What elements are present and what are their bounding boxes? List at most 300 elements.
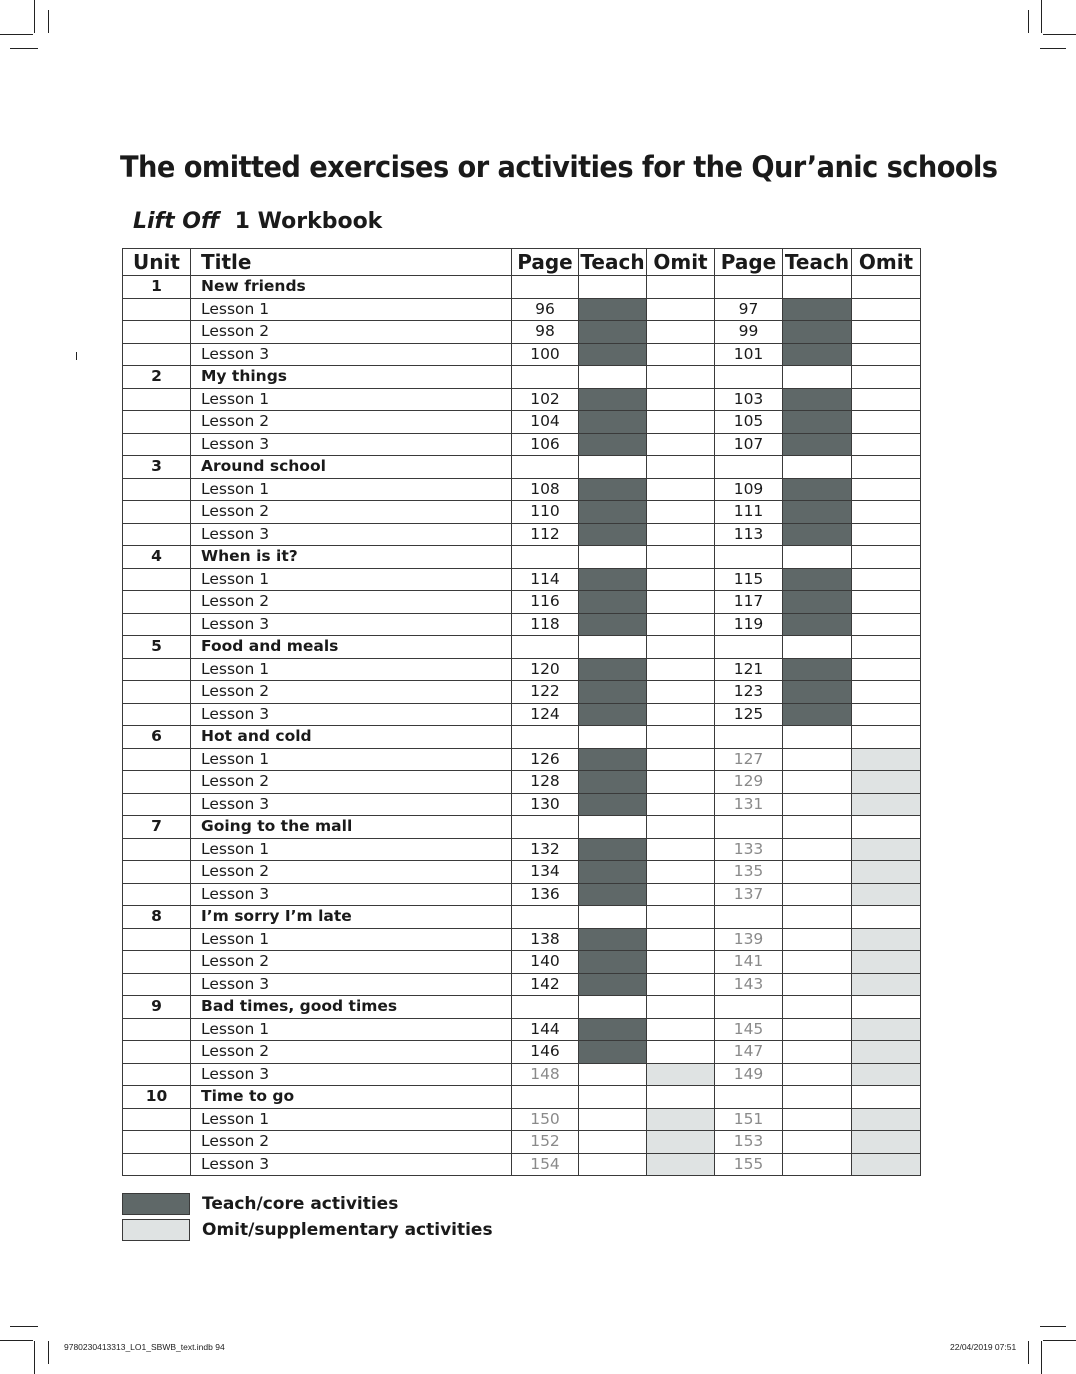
lesson-row bbox=[123, 1131, 921, 1154]
unit-cell bbox=[123, 523, 191, 546]
page-number: 148 bbox=[512, 1063, 579, 1086]
workbook-subtitle bbox=[133, 209, 382, 234]
unit-cell bbox=[123, 433, 191, 456]
page-cell bbox=[715, 906, 783, 929]
page-number: 154 bbox=[512, 1153, 579, 1176]
page-cell bbox=[715, 546, 783, 569]
unit-cell bbox=[123, 1153, 191, 1176]
page-number: 118 bbox=[512, 613, 579, 636]
teach-cell bbox=[783, 838, 852, 861]
omitted-activities-table bbox=[122, 248, 921, 1176]
lesson-row bbox=[123, 883, 921, 906]
crop-mark bbox=[0, 1340, 33, 1341]
legend-teach bbox=[122, 1193, 622, 1215]
omit-cell bbox=[647, 1041, 715, 1064]
omit-cell bbox=[852, 1108, 921, 1131]
teach-cell bbox=[783, 861, 852, 884]
legend-teach-swatch bbox=[122, 1193, 190, 1215]
page-number: 116 bbox=[512, 591, 579, 614]
crop-mark bbox=[1028, 1341, 1029, 1364]
unit-cell bbox=[123, 388, 191, 411]
page-number: 142 bbox=[512, 973, 579, 996]
unit-cell bbox=[123, 861, 191, 884]
crop-mark bbox=[34, 1341, 35, 1374]
unit-cell bbox=[123, 1018, 191, 1041]
omit-cell bbox=[852, 996, 921, 1019]
omit-cell bbox=[852, 883, 921, 906]
omit-cell bbox=[647, 388, 715, 411]
omit-cell bbox=[647, 276, 715, 299]
page-number: 145 bbox=[715, 1018, 783, 1041]
omit-cell bbox=[852, 1041, 921, 1064]
crop-mark bbox=[48, 10, 49, 33]
page-number: 150 bbox=[512, 1108, 579, 1131]
lesson-row bbox=[123, 1018, 921, 1041]
page-cell bbox=[512, 996, 579, 1019]
page-cell bbox=[512, 636, 579, 659]
teach-cell bbox=[579, 636, 647, 659]
teach-cell bbox=[783, 321, 852, 344]
teach-cell bbox=[783, 1063, 852, 1086]
omit-cell bbox=[647, 321, 715, 344]
omit-cell bbox=[647, 456, 715, 479]
teach-cell bbox=[783, 973, 852, 996]
omit-cell bbox=[647, 343, 715, 366]
teach-cell bbox=[579, 1041, 647, 1064]
teach-cell bbox=[579, 1086, 647, 1109]
page-number: 97 bbox=[715, 298, 783, 321]
page-number: 109 bbox=[715, 478, 783, 501]
table-header-row bbox=[123, 249, 921, 276]
page-number: 140 bbox=[512, 951, 579, 974]
unit-cell bbox=[123, 321, 191, 344]
teach-cell bbox=[783, 568, 852, 591]
page-cell bbox=[512, 726, 579, 749]
lesson-row bbox=[123, 388, 921, 411]
lesson-row bbox=[123, 861, 921, 884]
omit-cell bbox=[852, 636, 921, 659]
teach-cell bbox=[783, 906, 852, 929]
omit-cell bbox=[647, 366, 715, 389]
page-number: 121 bbox=[715, 658, 783, 681]
teach-cell bbox=[579, 388, 647, 411]
omit-cell bbox=[647, 928, 715, 951]
crop-mark bbox=[1043, 34, 1076, 35]
teach-cell bbox=[579, 771, 647, 794]
omit-cell bbox=[852, 1018, 921, 1041]
lesson-row bbox=[123, 568, 921, 591]
omit-cell bbox=[852, 298, 921, 321]
omit-cell bbox=[852, 681, 921, 704]
unit-cell bbox=[123, 343, 191, 366]
teach-cell bbox=[579, 523, 647, 546]
teach-cell bbox=[579, 703, 647, 726]
unit-row bbox=[123, 996, 921, 1019]
crop-mark bbox=[10, 48, 38, 49]
lesson-label: Lesson 3 bbox=[191, 1153, 512, 1176]
teach-cell bbox=[579, 568, 647, 591]
lesson-row bbox=[123, 748, 921, 771]
lesson-label: Lesson 1 bbox=[191, 1018, 512, 1041]
omit-cell bbox=[647, 1131, 715, 1154]
teach-cell bbox=[579, 996, 647, 1019]
lesson-label: Lesson 2 bbox=[191, 591, 512, 614]
omit-cell bbox=[852, 951, 921, 974]
page-number: 110 bbox=[512, 501, 579, 524]
unit-number: 8 bbox=[123, 906, 191, 929]
teach-cell bbox=[579, 793, 647, 816]
unit-cell bbox=[123, 568, 191, 591]
table-body bbox=[123, 276, 921, 1176]
lesson-label: Lesson 1 bbox=[191, 748, 512, 771]
crop-mark bbox=[1043, 1340, 1076, 1341]
lesson-row bbox=[123, 321, 921, 344]
unit-cell bbox=[123, 951, 191, 974]
teach-cell bbox=[783, 726, 852, 749]
lesson-label: Lesson 1 bbox=[191, 928, 512, 951]
page-number: 128 bbox=[512, 771, 579, 794]
omit-cell bbox=[852, 523, 921, 546]
teach-cell bbox=[783, 591, 852, 614]
page-number: 100 bbox=[512, 343, 579, 366]
teach-cell bbox=[579, 928, 647, 951]
page-cell bbox=[512, 276, 579, 299]
unit-number: 7 bbox=[123, 816, 191, 839]
omit-cell bbox=[647, 591, 715, 614]
unit-row bbox=[123, 726, 921, 749]
teach-cell bbox=[579, 321, 647, 344]
unit-title: Around school bbox=[191, 456, 512, 479]
page-cell bbox=[715, 456, 783, 479]
unit-title: Time to go bbox=[191, 1086, 512, 1109]
unit-cell bbox=[123, 1131, 191, 1154]
omit-cell bbox=[852, 1153, 921, 1176]
page-number: 106 bbox=[512, 433, 579, 456]
header-unit: Unit bbox=[123, 249, 191, 276]
omit-cell bbox=[852, 478, 921, 501]
unit-cell bbox=[123, 298, 191, 321]
omit-cell bbox=[852, 748, 921, 771]
unit-number: 2 bbox=[123, 366, 191, 389]
omit-cell bbox=[647, 748, 715, 771]
lesson-label: Lesson 3 bbox=[191, 523, 512, 546]
legend-teach-label: Teach/core activities bbox=[202, 1194, 399, 1214]
teach-cell bbox=[783, 546, 852, 569]
teach-cell bbox=[783, 1131, 852, 1154]
unit-title: Going to the mall bbox=[191, 816, 512, 839]
unit-row bbox=[123, 1086, 921, 1109]
page-number: 119 bbox=[715, 613, 783, 636]
omit-cell bbox=[852, 658, 921, 681]
unit-cell bbox=[123, 478, 191, 501]
lesson-row bbox=[123, 298, 921, 321]
teach-cell bbox=[783, 658, 852, 681]
teach-cell bbox=[579, 658, 647, 681]
teach-cell bbox=[579, 456, 647, 479]
lesson-label: Lesson 2 bbox=[191, 771, 512, 794]
omit-cell bbox=[647, 681, 715, 704]
lesson-label: Lesson 3 bbox=[191, 343, 512, 366]
lesson-row bbox=[123, 523, 921, 546]
teach-cell bbox=[783, 883, 852, 906]
legend-omit-swatch bbox=[122, 1219, 190, 1241]
page-number: 126 bbox=[512, 748, 579, 771]
lesson-label: Lesson 2 bbox=[191, 411, 512, 434]
omit-cell bbox=[852, 1086, 921, 1109]
lesson-label: Lesson 3 bbox=[191, 1063, 512, 1086]
omit-cell bbox=[852, 276, 921, 299]
lesson-row bbox=[123, 501, 921, 524]
book-name: Lift Off bbox=[133, 209, 220, 234]
teach-cell bbox=[579, 411, 647, 434]
crop-mark bbox=[10, 1326, 38, 1327]
page-number: 134 bbox=[512, 861, 579, 884]
unit-title: I’m sorry I’m late bbox=[191, 906, 512, 929]
legend-omit bbox=[122, 1219, 622, 1241]
header-omit: Omit bbox=[647, 249, 715, 276]
teach-cell bbox=[783, 1108, 852, 1131]
page-number: 132 bbox=[512, 838, 579, 861]
lesson-label: Lesson 2 bbox=[191, 951, 512, 974]
teach-cell bbox=[579, 951, 647, 974]
lesson-label: Lesson 3 bbox=[191, 613, 512, 636]
omit-cell bbox=[852, 726, 921, 749]
teach-cell bbox=[783, 793, 852, 816]
teach-cell bbox=[579, 906, 647, 929]
page-number: 108 bbox=[512, 478, 579, 501]
page-number: 141 bbox=[715, 951, 783, 974]
omit-cell bbox=[647, 906, 715, 929]
unit-cell bbox=[123, 703, 191, 726]
page-number: 103 bbox=[715, 388, 783, 411]
lesson-row bbox=[123, 838, 921, 861]
omit-cell bbox=[647, 298, 715, 321]
omit-cell bbox=[852, 793, 921, 816]
omit-cell bbox=[852, 501, 921, 524]
teach-cell bbox=[579, 591, 647, 614]
footer-file-info: 9780230413313_LO1_SBWB_text.indb 94 bbox=[64, 1342, 225, 1352]
omit-cell bbox=[852, 411, 921, 434]
page-number: 124 bbox=[512, 703, 579, 726]
omit-cell bbox=[647, 433, 715, 456]
unit-number: 6 bbox=[123, 726, 191, 749]
unit-cell bbox=[123, 838, 191, 861]
lesson-row bbox=[123, 793, 921, 816]
teach-cell bbox=[579, 546, 647, 569]
unit-cell bbox=[123, 681, 191, 704]
lesson-row bbox=[123, 681, 921, 704]
teach-cell bbox=[783, 501, 852, 524]
teach-cell bbox=[783, 703, 852, 726]
page-title: The omitted exercises or activities for the Qur’anic schools bbox=[120, 150, 998, 184]
unit-row bbox=[123, 546, 921, 569]
lesson-label: Lesson 1 bbox=[191, 568, 512, 591]
lesson-label: Lesson 1 bbox=[191, 1108, 512, 1131]
teach-cell bbox=[579, 816, 647, 839]
omit-cell bbox=[647, 1086, 715, 1109]
omit-cell bbox=[852, 771, 921, 794]
teach-cell bbox=[783, 411, 852, 434]
teach-cell bbox=[783, 456, 852, 479]
page-number: 146 bbox=[512, 1041, 579, 1064]
crop-mark bbox=[0, 34, 33, 35]
unit-cell bbox=[123, 613, 191, 636]
lesson-label: Lesson 2 bbox=[191, 321, 512, 344]
teach-cell bbox=[783, 523, 852, 546]
unit-cell bbox=[123, 928, 191, 951]
lesson-row bbox=[123, 973, 921, 996]
page-cell bbox=[512, 546, 579, 569]
teach-cell bbox=[783, 816, 852, 839]
omit-cell bbox=[852, 906, 921, 929]
page-number: 120 bbox=[512, 658, 579, 681]
lesson-row bbox=[123, 951, 921, 974]
teach-cell bbox=[579, 366, 647, 389]
page-number: 101 bbox=[715, 343, 783, 366]
teach-cell bbox=[579, 861, 647, 884]
omit-cell bbox=[852, 433, 921, 456]
teach-cell bbox=[783, 771, 852, 794]
page-cell bbox=[715, 996, 783, 1019]
unit-cell bbox=[123, 1063, 191, 1086]
teach-cell bbox=[579, 1153, 647, 1176]
lesson-label: Lesson 1 bbox=[191, 838, 512, 861]
lesson-row bbox=[123, 658, 921, 681]
lesson-row bbox=[123, 703, 921, 726]
lesson-row bbox=[123, 433, 921, 456]
page-number: 155 bbox=[715, 1153, 783, 1176]
unit-cell bbox=[123, 973, 191, 996]
unit-row bbox=[123, 276, 921, 299]
page-number: 136 bbox=[512, 883, 579, 906]
omit-cell bbox=[647, 883, 715, 906]
omit-cell bbox=[647, 411, 715, 434]
teach-cell bbox=[579, 1018, 647, 1041]
unit-number: 4 bbox=[123, 546, 191, 569]
crop-mark bbox=[1041, 0, 1042, 33]
teach-cell bbox=[579, 1108, 647, 1131]
page-number: 129 bbox=[715, 771, 783, 794]
omit-cell bbox=[647, 523, 715, 546]
omit-cell bbox=[647, 1108, 715, 1131]
unit-cell bbox=[123, 411, 191, 434]
teach-cell bbox=[579, 433, 647, 456]
page-number: 107 bbox=[715, 433, 783, 456]
unit-row bbox=[123, 816, 921, 839]
crop-mark bbox=[48, 1341, 49, 1364]
page-cell bbox=[512, 456, 579, 479]
teach-cell bbox=[783, 613, 852, 636]
page-cell bbox=[512, 1086, 579, 1109]
lesson-row bbox=[123, 1153, 921, 1176]
page-number: 133 bbox=[715, 838, 783, 861]
crop-mark bbox=[1040, 48, 1066, 49]
page-cell bbox=[715, 636, 783, 659]
lesson-row bbox=[123, 613, 921, 636]
teach-cell bbox=[579, 1131, 647, 1154]
header-omit-2: Omit bbox=[852, 249, 921, 276]
lesson-label: Lesson 1 bbox=[191, 658, 512, 681]
page-number: 98 bbox=[512, 321, 579, 344]
page-number: 149 bbox=[715, 1063, 783, 1086]
omit-cell bbox=[647, 478, 715, 501]
lesson-label: Lesson 2 bbox=[191, 681, 512, 704]
teach-cell bbox=[579, 883, 647, 906]
lesson-label: Lesson 1 bbox=[191, 388, 512, 411]
page-cell bbox=[512, 816, 579, 839]
header-teach: Teach bbox=[580, 250, 645, 274]
omit-cell bbox=[852, 861, 921, 884]
page-number: 117 bbox=[715, 591, 783, 614]
teach-cell bbox=[783, 681, 852, 704]
teach-cell bbox=[579, 276, 647, 299]
omit-cell bbox=[647, 1153, 715, 1176]
omit-cell bbox=[647, 546, 715, 569]
page-cell bbox=[715, 276, 783, 299]
unit-row bbox=[123, 906, 921, 929]
lesson-row bbox=[123, 1108, 921, 1131]
teach-cell bbox=[783, 996, 852, 1019]
teach-cell bbox=[579, 298, 647, 321]
lesson-label: Lesson 2 bbox=[191, 861, 512, 884]
lesson-label: Lesson 3 bbox=[191, 703, 512, 726]
header-teach-2: Teach bbox=[783, 249, 852, 276]
teach-cell bbox=[783, 433, 852, 456]
unit-title: New friends bbox=[191, 276, 512, 299]
omit-cell bbox=[852, 838, 921, 861]
omit-cell bbox=[852, 816, 921, 839]
unit-cell bbox=[123, 883, 191, 906]
teach-cell bbox=[579, 973, 647, 996]
omit-cell bbox=[647, 771, 715, 794]
lesson-row bbox=[123, 591, 921, 614]
page-cell bbox=[512, 906, 579, 929]
teach-cell bbox=[783, 343, 852, 366]
teach-cell bbox=[783, 1018, 852, 1041]
page-number: 147 bbox=[715, 1041, 783, 1064]
omit-cell bbox=[852, 456, 921, 479]
omit-cell bbox=[852, 546, 921, 569]
omit-cell bbox=[852, 973, 921, 996]
footer-datetime: 22/04/2019 07:51 bbox=[950, 1342, 1017, 1352]
omit-cell bbox=[647, 996, 715, 1019]
page-number: 143 bbox=[715, 973, 783, 996]
teach-cell bbox=[579, 478, 647, 501]
page-number: 130 bbox=[512, 793, 579, 816]
omit-cell bbox=[852, 1063, 921, 1086]
teach-cell bbox=[579, 726, 647, 749]
omit-cell bbox=[852, 321, 921, 344]
page-number: 114 bbox=[512, 568, 579, 591]
lesson-label: Lesson 3 bbox=[191, 883, 512, 906]
teach-cell bbox=[579, 1063, 647, 1086]
unit-cell bbox=[123, 748, 191, 771]
page-number: 127 bbox=[715, 748, 783, 771]
teach-cell bbox=[579, 838, 647, 861]
omit-cell bbox=[647, 501, 715, 524]
teach-cell bbox=[783, 951, 852, 974]
lesson-label: Lesson 1 bbox=[191, 298, 512, 321]
omit-cell bbox=[647, 838, 715, 861]
lesson-label: Lesson 3 bbox=[191, 433, 512, 456]
crop-mark bbox=[1041, 1341, 1042, 1374]
omit-cell bbox=[852, 366, 921, 389]
legend-omit-label: Omit/supplementary activities bbox=[202, 1220, 493, 1240]
page-number: 135 bbox=[715, 861, 783, 884]
teach-cell bbox=[579, 681, 647, 704]
teach-cell bbox=[783, 388, 852, 411]
page-cell bbox=[715, 726, 783, 749]
